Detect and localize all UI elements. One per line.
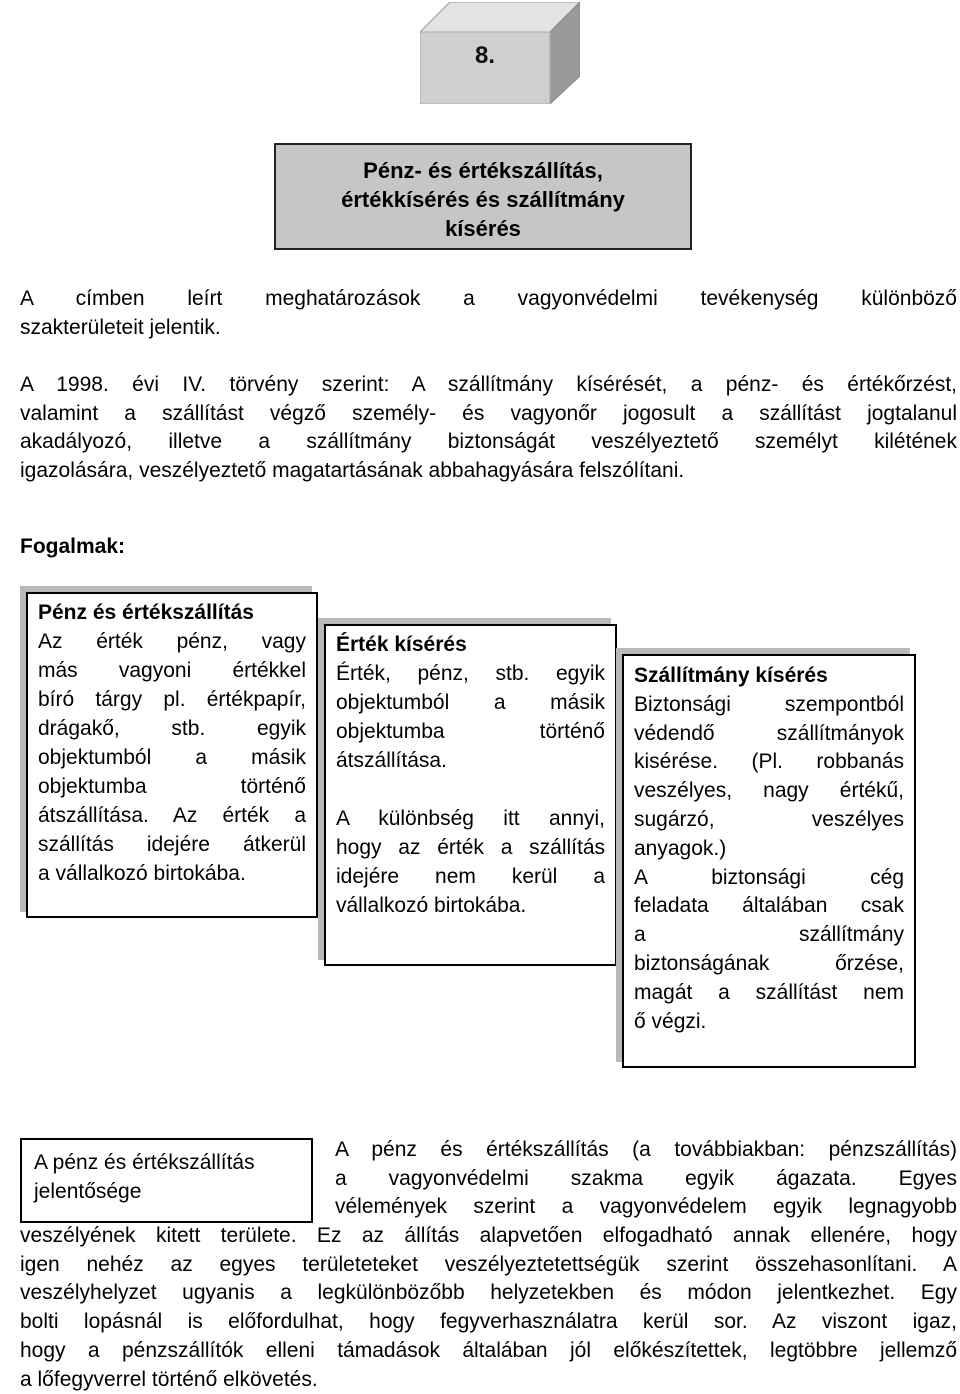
card-line: drágakő, stb. egyik [38, 717, 306, 740]
card-line: magát a szállítást nem [634, 980, 904, 1004]
card-line: A különbség itt annyi, [336, 807, 605, 830]
card-line: sugárzó, veszélyes [634, 807, 904, 831]
card-title: Szállítmány kísérés [634, 664, 828, 687]
card-line: Az érték pénz, vagy [38, 630, 306, 653]
text-line: veszélyhelyzet ugyanis a legkülönbözőbb helyzetekben és módon jelentkezhet. Egy [20, 1281, 957, 1305]
card-line: Érték, pénz, stb. egyik [336, 662, 605, 685]
card-line: átszállítása. [336, 749, 447, 772]
intro-paragraph [20, 285, 957, 342]
text-line: akadályozó, illetve a szállítmány biztonságát veszélyeztető személyt kilétének [20, 430, 957, 454]
concept-card-money-transport [26, 592, 318, 918]
text-line: A címben leírt meghatározások a vagyonvédelmi tevékenység különböző [20, 287, 957, 310]
text-line: a lőfegyverrel történő elkövetés. [20, 1367, 318, 1391]
significance-box [20, 1138, 313, 1223]
text-line: a vagyonvédelmi szakma egyik ágazata. Egyes [335, 1166, 957, 1190]
card-line: anyagok.) [634, 836, 727, 860]
title-line: értékkísérés és szállítmány [341, 187, 625, 212]
text-line: igazolására, veszélyeztető magatartásának abbahagyására felszólítani. [20, 459, 685, 483]
concepts-heading: Fogalmak: [20, 535, 126, 558]
text-line: vélemények szerint a vagyonvédelem egyik legnagyobb [335, 1195, 957, 1219]
card-line: biztonságának őrzése, [634, 951, 904, 975]
significance-paragraph [20, 1222, 957, 1394]
card-line: objektumból a másik [38, 746, 306, 769]
title-line: Pénz- és értékszállítás, [363, 158, 603, 183]
text-line: igen nehéz az egyes területeteket veszélyeztetettségük szerint összehasonlítani. A [20, 1252, 957, 1276]
title-line: kísérés [445, 216, 521, 241]
card-title: Pénz és értékszállítás [38, 601, 254, 624]
significance-side-text [335, 1136, 957, 1222]
chapter-title [274, 143, 692, 250]
card-line: a vállalkozó birtokába. [38, 862, 246, 885]
text-line: A 1998. évi IV. törvény szerint: A szállítmány kísérését, a pénz- és értékőrzést, [20, 373, 957, 396]
card-line: kisérése. (Pl. robbanás [634, 750, 904, 774]
text-line: bolti lopásnál is előfordulhat, hogy fegyverhasználatra kerül sor. Az viszont igaz, [20, 1310, 957, 1334]
card-line: vállalkozó birtokába. [336, 894, 527, 917]
card-line: bíró tárgy pl. értékpapír, [38, 688, 306, 711]
card-line: átszállítása. Az érték a [38, 804, 306, 827]
card-line: ő végzi. [634, 1009, 707, 1033]
text-line: veszélyének kitett területe. Ez az állítás alapvetően elfogadható annak ellenére, hogy [20, 1224, 957, 1247]
concept-card-value-escort [324, 624, 617, 966]
box-line: jelentősége [34, 1180, 142, 1203]
concept-card-shipment-escort [622, 654, 916, 1068]
text-line: A pénz és értékszállítás (a továbbiakban: pénzszállítás) [335, 1138, 957, 1161]
card-line: A biztonsági cég [634, 865, 904, 889]
card-line: más vagyoni értékkel [38, 659, 306, 682]
card-line: Biztonsági szempontból [634, 692, 904, 716]
card-line: szállítás idejére átkerül [38, 833, 306, 856]
card-title: Érték kísérés [336, 633, 467, 656]
text-line: hogy a pénzszállítók elleni támadások általában jól előkészítettek, legtöbbre jellemző [20, 1338, 957, 1362]
card-line: objektumba történő [38, 775, 306, 798]
card-line: a szállítmány [634, 923, 904, 947]
chapter-number: 8. [474, 42, 495, 69]
card-line: hogy az érték a szállítás [336, 836, 605, 859]
card-line: objektumból a másik [336, 691, 605, 714]
text-line: valamint a szállítást végző személy- és vagyonőr jogosult a szállítást jogtalanul [20, 401, 957, 425]
text-line: szakterületeit jelentik. [20, 315, 221, 339]
box-line: A pénz és értékszállítás [34, 1151, 255, 1174]
card-line: feladata általában csak [634, 894, 904, 918]
chapter-cube [420, 2, 580, 104]
card-line: veszélyes, nagy értékű, [634, 779, 904, 803]
card-line: idejére nem kerül a [336, 865, 605, 888]
law-paragraph [20, 371, 957, 486]
card-line: védendő szállítmányok [634, 721, 904, 745]
card-line: objektumba történő [336, 720, 605, 743]
